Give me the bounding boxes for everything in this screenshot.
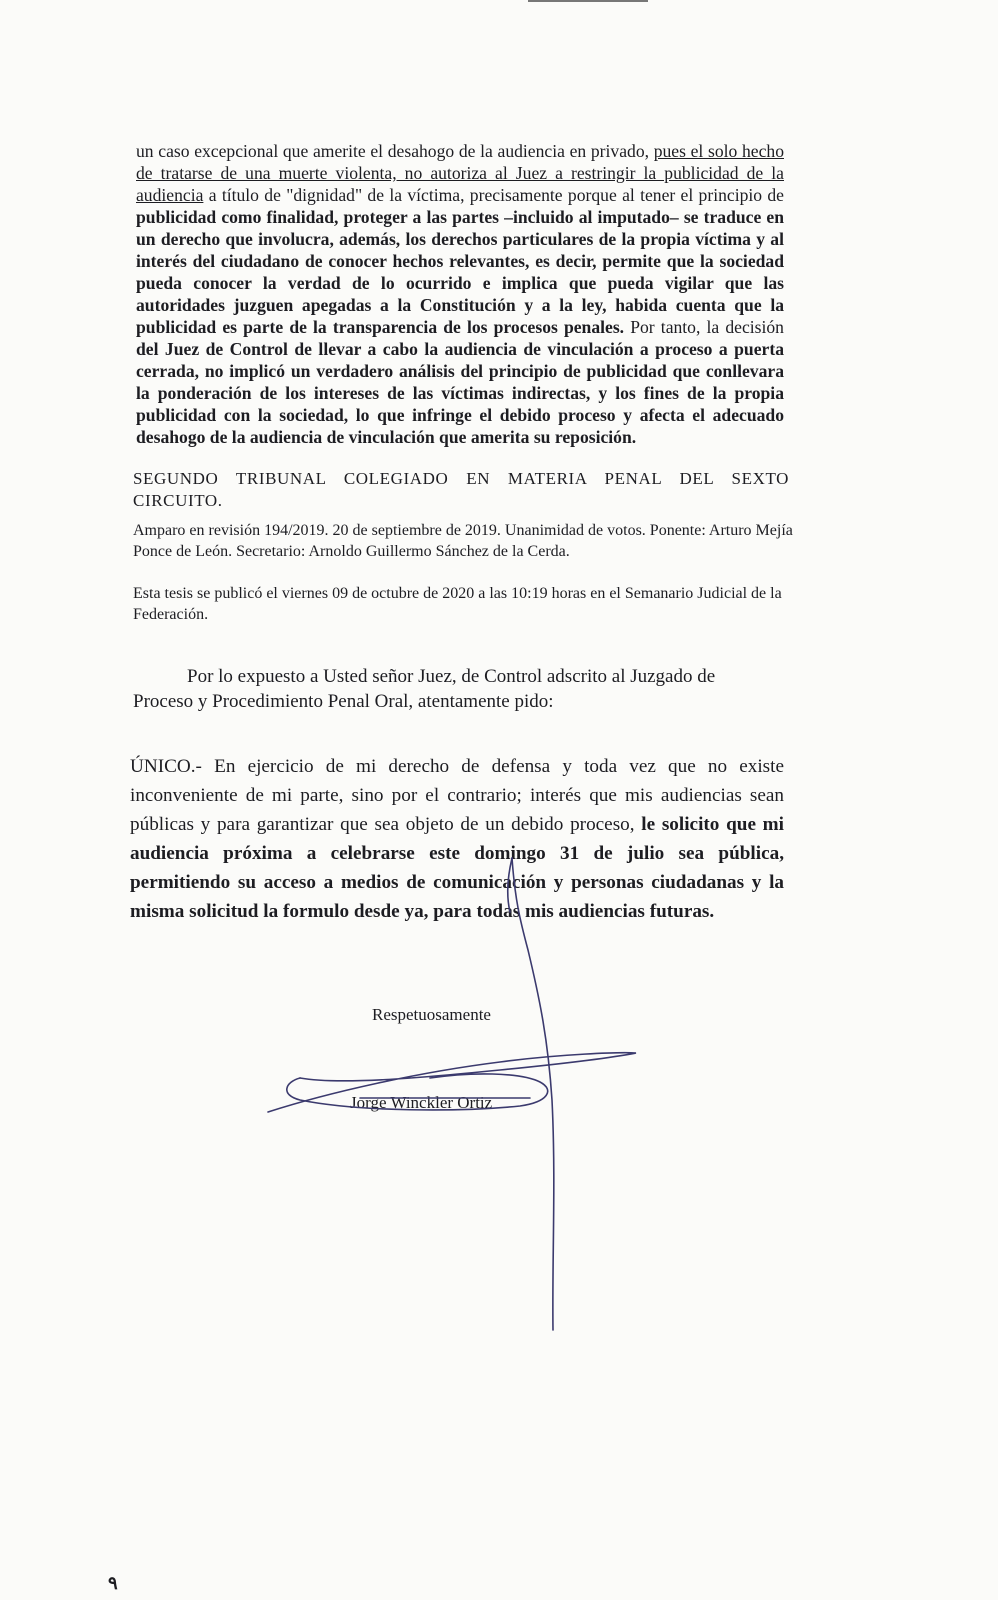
request-bold-text: le solicito que mi audiencia próxima a celebrarse este domingo 31 de julio sea pública, permitiendo su acceso a medios de comunicación y personas ciudadanas y la misma solicitud la formulo desde ya, para todas mis audiencias futuras. bbox=[130, 814, 784, 922]
paragraph-text: Por tanto, la decisión bbox=[624, 317, 784, 337]
jurisprudence-paragraph bbox=[136, 140, 784, 448]
petition-paragraph: Por lo expuesto a Usted señor Juez, de Control adscrito al Juzgado de Proceso y Procedimiento Penal Oral, atentamente pido: bbox=[133, 666, 716, 712]
court-line: SEGUNDO TRIBUNAL COLEGIADO EN MATERIA PENAL DEL SEXTO bbox=[133, 469, 789, 488]
court-name bbox=[133, 468, 789, 512]
court-line: CIRCUITO. bbox=[133, 491, 223, 510]
paragraph-text: a título de "dignidad" de la víctima, precisamente porque al tener el principio de bbox=[203, 185, 784, 205]
unico-request bbox=[130, 752, 784, 926]
page-top-rule bbox=[528, 0, 648, 2]
underlined-text: pues el solo hecho de tratarse de una muerte violenta, no autoriza al Juez a restringir la publicidad de la audiencia bbox=[136, 141, 784, 205]
closing-salutation: Respetuosamente bbox=[372, 1005, 491, 1024]
paragraph-text: un caso excepcional que amerite el desahogo de la audiencia en privado, bbox=[136, 141, 654, 161]
footer-mark: ٩ bbox=[108, 1573, 118, 1593]
publication-note: Esta tesis se publicó el viernes 09 de octubre de 2020 a las 10:19 horas en el Semanario Judicial de la Federación. bbox=[133, 585, 782, 623]
amparo-citation: Amparo en revisión 194/2019. 20 de septiembre de 2019. Unanimidad de votos. Ponente: Arturo Mejía Ponce de León. Secretario: Arnoldo Guillermo Sánchez de la Cerda. bbox=[133, 522, 793, 560]
signer-name: Jorge Winckler Ortiz bbox=[350, 1093, 493, 1112]
request-text: ÚNICO.- En ejercicio de mi derecho de defensa y toda vez que no existe inconveniente de mi parte, sino por el contrario; interés que mis audiencias sean públicas y para garantizar que sea objeto de un debido proceso, bbox=[130, 756, 784, 835]
bold-text: del Juez de Control de llevar a cabo la audiencia de vinculación a proceso a puerta cerrada, no implicó un verdadero análisis del principio de publicidad que conllevara la ponderación de los intereses de las víctimas indirectas, y los fines de la propia publicidad con la sociedad, lo que infringe el debido proceso y afecta el adecuado desahogo de la audiencia de vinculación que amerita su reposición. bbox=[136, 339, 784, 447]
bold-text: publicidad como finalidad, proteger a las partes –incluido al imputado– se traduce en un derecho que involucra, además, los derechos particulares de la propia víctima y al interés del ciudadano de conocer hechos relevantes, es decir, permite que la sociedad pueda conocer la verdad de lo ocurrido e implica que pueda vigilar que las autoridades juzguen apegadas a la Constitución y a la ley, habida cuenta que la publicidad es parte de la transparencia de los procesos penales. bbox=[136, 207, 784, 337]
